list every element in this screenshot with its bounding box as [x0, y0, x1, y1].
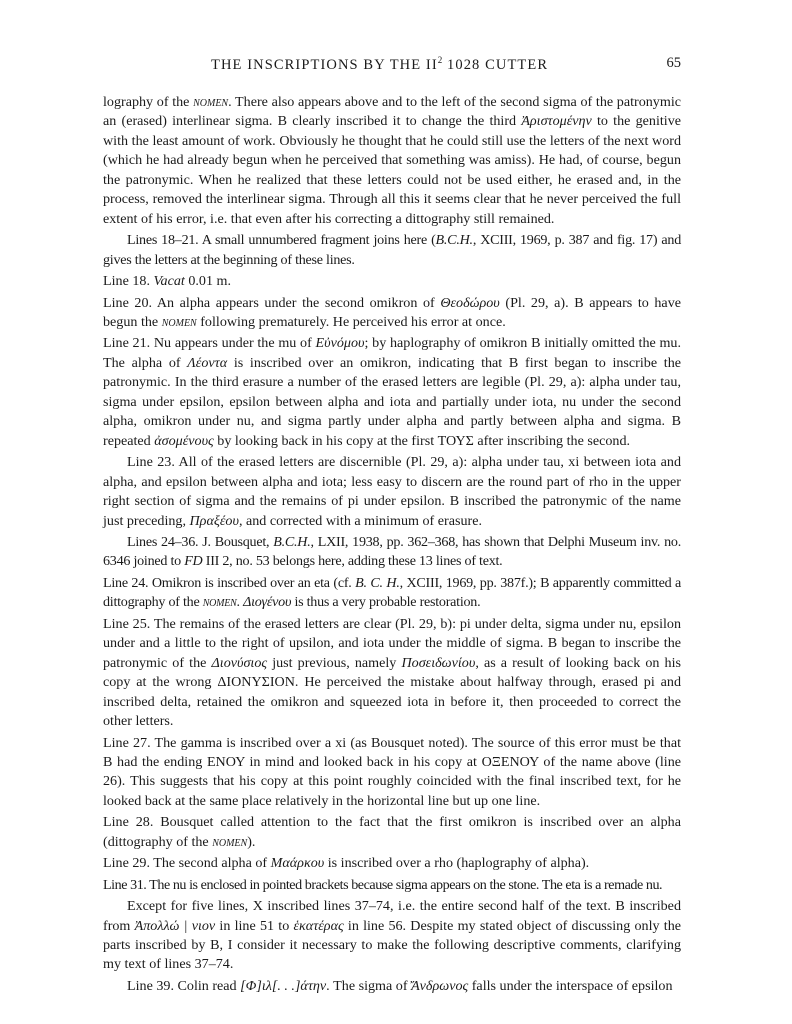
text-run: just previous, namely — [267, 654, 402, 671]
text-run: Line 24. Omikron is inscribed over an eta (cf. — [103, 574, 356, 591]
paragraph-line-18 — [103, 272, 681, 291]
text-run: Line 20. An alpha appears under the second omikron of — [103, 294, 441, 311]
journal-abbrev: B.C.H. — [273, 533, 311, 550]
text-run: , and corrected with a minimum of erasure. — [238, 512, 482, 529]
paragraph-line-29 — [103, 854, 681, 873]
greek-word: Ἀριστομένην — [521, 113, 592, 130]
paragraph-line-25 — [103, 615, 681, 732]
greek-word: Θεοδώρου — [440, 294, 500, 311]
text-run: (Pl. 29, a). B appears to have begun the — [103, 294, 681, 330]
paragraph-five-lines — [103, 897, 681, 975]
paragraph-line-20 — [103, 294, 681, 333]
paragraph-line-23 — [103, 453, 681, 531]
paragraph-line-39 — [103, 977, 681, 996]
running-title-post: 1028 CUTTER — [442, 56, 549, 73]
paragraph-continuation — [103, 93, 681, 229]
nomen-term: nomen — [193, 94, 229, 110]
text-run: 0.01 m. — [184, 273, 232, 290]
greek-word: ἀσομένους — [154, 432, 214, 449]
text-run: , as a result of looking back on his copy at the wrong ΔΙΟΝΥΣΙΟΝ. He perceived the mistake about halfway through, erased pi and inscribed delta, retained the omikron and squeezed iota in before it, then proceeded to correct the other letters. — [103, 654, 682, 730]
journal-abbrev: B. C. H. — [355, 574, 400, 591]
text-run: Line 23. All of the erased letters are discernible (Pl. 29, a): alpha under tau, xi between iota and alpha, and epsilon between alpha and iota; less easy to discern are the round part of rho in the upper right section of sigma and the remains of pi under epsilon. B inscribed the patronymic of the name just preceding, — [103, 454, 681, 529]
page-number: 65 — [666, 55, 681, 71]
paragraph-line-31: Line 31. The nu is enclosed in pointed brackets because sigma appears on the stone. The eta is a remade nu. — [103, 876, 663, 893]
nomen-term: nomen — [212, 833, 248, 850]
greek-word: Εὐνόμου — [315, 335, 365, 352]
greek-word: ἑκατέρας — [293, 917, 344, 934]
text-run: III 2, no. 53 belongs here, adding these 13 lines of text. — [202, 553, 503, 570]
text-run: , XCIII, 1969, p. 387 and fig. 17) and gives the letters at the beginning of these lines. — [103, 232, 681, 268]
greek-word: Μαάρκου — [270, 855, 325, 872]
greek-word: Ἄνδρωνος — [411, 977, 469, 994]
paragraph-line-21 — [103, 334, 681, 451]
text-run: ; by haplography of omikron B initially omitted the mu. The alpha of — [103, 335, 681, 371]
running-title-pre: THE INSCRIPTIONS BY THE II — [211, 56, 438, 73]
paragraph-lines-24-36 — [103, 533, 681, 572]
text-run: is thus a very probable restoration. — [291, 594, 481, 611]
nomen-term: nomen — [202, 594, 237, 611]
text-run: , LXII, 1938, pp. 362–368, has shown that Delphi Museum inv. no. 6346 joined to — [103, 533, 681, 570]
running-title-superscript: 2 — [437, 55, 443, 65]
paragraph-line-24 — [103, 574, 681, 613]
text-run: ). — [247, 833, 256, 850]
greek-word: Ἀπολλώ | νιον — [134, 917, 216, 934]
greek-word: Λέοντα — [187, 354, 228, 371]
text-run: Line 28. Bousquet called attention to the fact that the first omikron is inscribed over an alpha (dittography of the — [103, 814, 681, 850]
text-run: by looking back in his copy at the first ΤΟΥΣ after inscribing the second. — [213, 432, 631, 449]
text-run: is inscribed over an omikron, indicating that B first began to inscribe the patronymic. In the third erasure a number of the erased letters are legible (Pl. 29, a): alpha under tau, sigma under epsilon, epsilon between alpha and iota and partially under iota, nu under the second alpha, omikron under nu, and sigma partly under alpha and partly between alpha and sigma. B repeated — [103, 354, 681, 449]
fd-abbrev: FD — [184, 553, 203, 570]
text-run: Line 25. The remains of the erased letters are clear (Pl. 29, b): pi under delta, sigma under nu, epsilon under and a little to the right of upsilon, and iota under the middle of sigma. B began to inscribe the patronymic of the — [103, 615, 681, 671]
text-run: Line 21. Nu appears under the mu of — [103, 335, 316, 352]
text-run: following prematurely. He perceived his error at once. — [196, 313, 506, 330]
text-run: in line 56. Despite my stated object of discussing only the parts inscribed by B, I consider it necessary to make the following descriptive comments, clarifying my text of lines 37–74. — [103, 917, 681, 973]
greek-word: Διονύσιος — [211, 654, 268, 671]
paragraph-lines-18-21 — [103, 231, 681, 270]
text-run: to the genitive with the least amount of work. Obviously he thought that he could still use the letters of the next word (which he had already begun when he perceived that something was amiss). He had, of course, begun the patronymic. When he realized that these letters could not be used either, he erased and, in the process, removed the interlinear sigma. Through all this it seems clear that he never perceived the full extent of his error, i.e. that even after his correcting a dittography still remained. — [103, 113, 682, 227]
journal-abbrev: B.C.H. — [435, 232, 473, 249]
text-run: Lines 24–36. J. Bousquet, — [127, 533, 274, 550]
greek-word: Πραξέου — [189, 512, 239, 529]
text-run: Line 18. — [103, 273, 154, 290]
text-run: Line 29. The second alpha of — [103, 855, 271, 872]
running-title — [211, 55, 548, 74]
text-run: in line 51 to — [215, 917, 294, 934]
running-header — [103, 55, 681, 79]
paragraph-line-27: Line 27. The gamma is inscribed over a xi (as Bousquet noted). The source of this error must be that B had the ending ΕΝΟΥ in mind and looked back in his copy at ΟΞΕΝΟΥ of the name above (line 26). This suggests that his copy at this point roughly coincided with the final inscribed text, for he looked back at the same place relatively in the horizontal line but up one line. — [103, 734, 681, 809]
greek-word: [Φ]ιλ[. . .]άτην — [240, 977, 327, 994]
text-run: . There also appears above and to the left of the second sigma of the patronymic an (erased) interlinear sigma. B clearly inscribed it to change the third — [103, 94, 681, 130]
article-body — [103, 93, 681, 998]
nomen-term: nomen — [161, 313, 197, 330]
paragraph-line-28 — [103, 813, 681, 852]
text-run: . The sigma of — [326, 977, 412, 994]
text-run: is inscribed over a rho (haplography of alpha). — [324, 855, 590, 872]
greek-word: Ποσειδωνίου — [401, 654, 476, 671]
text-run: Lines 18–21. A small unnumbered fragment joins here ( — [127, 232, 436, 249]
text-run: , XCIII, 1969, pp. 387f.); B apparently committed a dittography of the — [103, 574, 681, 611]
greek-word: Διογένου — [243, 594, 292, 611]
vacat-term: Vacat — [153, 273, 185, 290]
text-run: lography of the — [103, 94, 194, 110]
text-run: . — [236, 594, 244, 611]
text-run: Line 39. Colin read — [127, 977, 241, 994]
text-run: falls under the interspace of epsilon — [468, 977, 673, 994]
text-run: Except for five lines, X inscribed lines 37–74, i.e. the entire second half of the text. B inscribed from — [103, 898, 681, 934]
